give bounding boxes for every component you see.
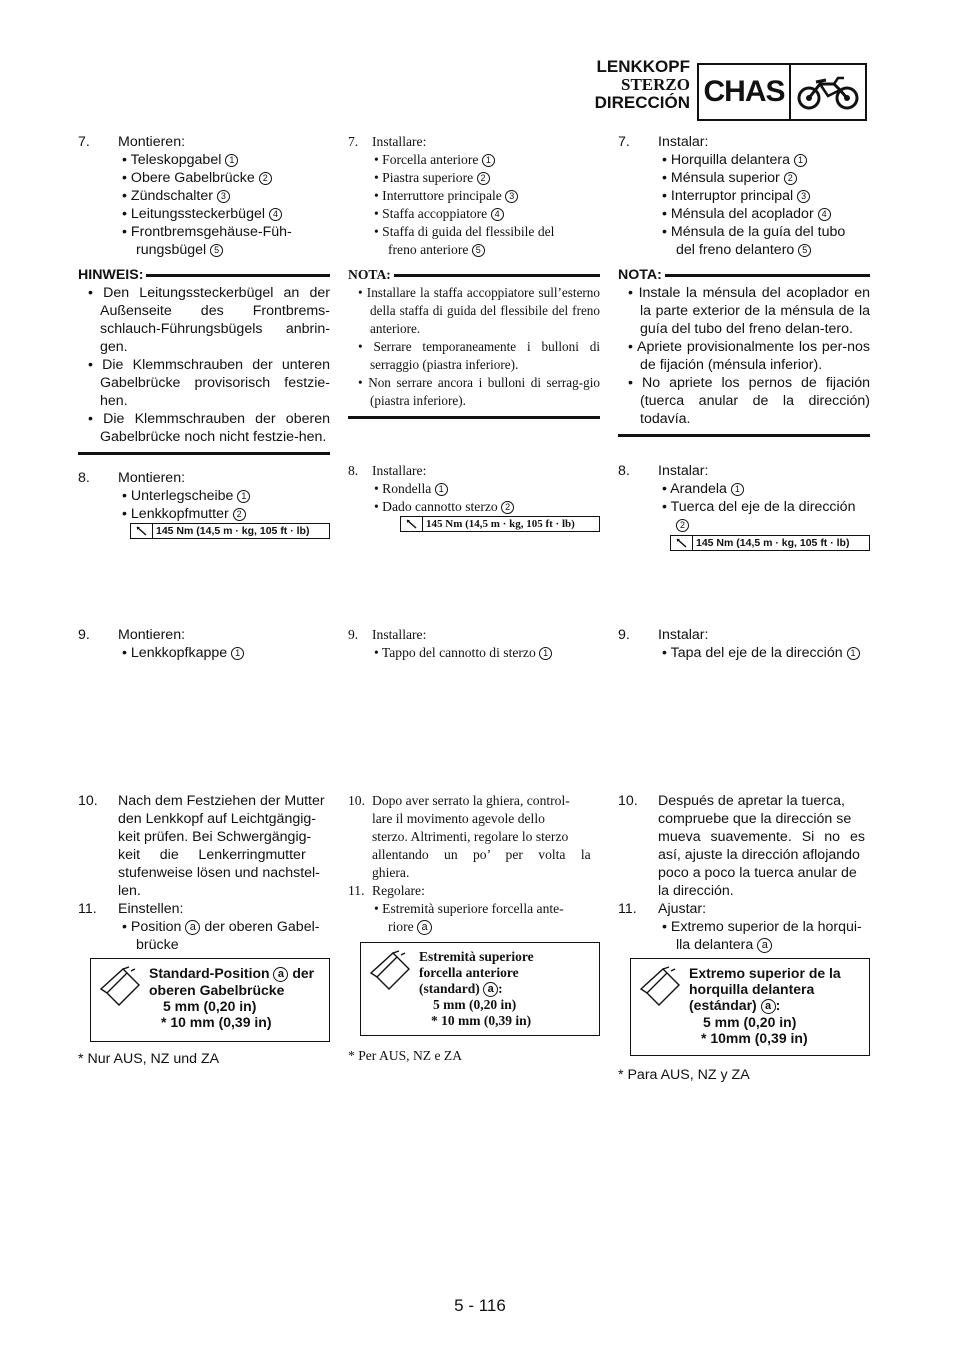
step-10: 10. Después de apretar la tuerca, compruebe que la dirección se mueva suavemente. Si no es así, ajuste la dirección aflojando poco a poco la tuerca anular de la dirección. 11. Ajustar: • Extremo superior de la horqui- lla delantera a — [618, 793, 865, 953]
torque-wrench-icon — [401, 517, 423, 531]
step-9: 9. Installare: • Tappo del cannotto di sterzo 1 — [348, 626, 600, 662]
spec-box: Extremo superior de la horquilla delantera (estándar) a : 5 mm (0,20 in) * 10mm (0,39 in) — [630, 958, 870, 1056]
torque-spec: 145 Nm (14,5 m · kg, 105 ft · lb) — [130, 523, 330, 539]
step-10: 10. Dopo aver serrato la ghiera, control- lare il movimento agevole dello sterzo. Altrimenti, regolare lo sterzo allentando un po’ per volta la ghiera. 11. Regolare: • Estremità superiore forcella ante- riore a — [348, 793, 591, 934]
note-block: HINWEIS: • Den Leitungssteckerbügel an der Außenseite des Frontbrems-schlauch-Führungsbügels anbrin-gen. • Die Klemmschrauben der unteren Gabelbrücke provisorisch festzie-hen. • Die Klemmschrauben der oberen Gabelbrücke noch nicht festzie-hen. — [78, 264, 330, 455]
torque-spec: 145 Nm (14,5 m · kg, 105 ft · lb) — [400, 516, 600, 532]
step-8: 8. Instalar: • Arandela 1 • Tuerca del eje de la dirección 2 — [618, 463, 856, 530]
spec-box: Estremità superiore forcella anteriore (standard) a : 5 mm (0,20 in) * 10 mm (0,39 in) — [360, 942, 600, 1036]
spec-measure-icon — [631, 959, 689, 1055]
motorcycle-icon — [791, 65, 865, 119]
footnote: * Per AUS, NZ e ZA — [348, 1048, 463, 1063]
step-8: 8. Installare: • Rondella 1 • Dado cannotto sterzo 2 — [348, 462, 600, 516]
note-block: NOTA: • Instale la ménsula del acoplador en la parte exterior de la ménsula de la guía del tubo del freno delan-tero. • Apriete provisionalmente los per-nos de fijación (ménsula inferior). • No apriete los pernos de fijación (tuerca anular de la dirección) todavía. — [618, 264, 870, 437]
page-number: 5 - 116 — [454, 1296, 506, 1315]
header-titles — [595, 58, 690, 112]
torque-spec: 145 Nm (14,5 m · kg, 105 ft · lb) — [670, 535, 870, 551]
spec-measure-icon — [91, 959, 149, 1041]
step-9: 9. Montieren: • Lenkkopfkappe 1 — [78, 626, 330, 662]
spec-measure-icon — [361, 943, 419, 1035]
section-badge — [697, 63, 867, 121]
step-10: 10. Nach dem Festziehen der Mutter den Lenkkopf auf Leichtgängig- keit prüfen. Bei Schwergängig- keit die Lenkerringmutter stufenweise lösen und nachstel- len. 11. Einstellen: • Position a der oberen Gabel- brücke — [78, 793, 325, 953]
section-code: CHAS — [699, 65, 791, 119]
step-7: 7. Montieren: • Teleskopgabel 1 • Obere Gabelbrücke 2 • Zündschalter 3 • Leitungssteckerbügel 4 • Frontbremsgehäuse-Füh- rungsbügel 5 — [78, 134, 292, 258]
title-spanish: DIRECCIÓN — [594, 92, 690, 112]
step-7: 7. Instalar: • Horquilla delantera 1 • Ménsula superior 2 • Interruptor principal 3 • Ménsula del acoplador 4 • Ménsula de la guía del tubo del freno delantero 5 — [618, 134, 846, 258]
step-7: 7. Installare: • Forcella anteriore 1 • Piastra superiore 2 • Interruttore principale 3 • Staffa accoppiatore 4 • Staffa di guida del flessibile del freno anteriore 5 — [348, 134, 555, 257]
note-block: NOTA: • Installare la staffa accoppiatore sull’esterno della staffa di guida del flessibile del freno anteriore. • Serrare temporaneamente i bulloni di serraggio (piastra inferiore). • Non serrare ancora i bulloni di serrag-gio (piastra inferiore). — [348, 264, 600, 419]
title-italian: STERZO — [621, 74, 690, 94]
torque-wrench-icon — [131, 524, 153, 538]
spec-box: Standard-Position a der oberen Gabelbrücke 5 mm (0,20 in) * 10 mm (0,39 in) — [90, 958, 330, 1042]
footnote: * Nur AUS, NZ und ZA — [78, 1051, 220, 1067]
title-german: LENKKOPF — [596, 57, 690, 76]
torque-wrench-icon — [671, 536, 693, 550]
step-8: 8. Montieren: • Unterlegscheibe 1 • Lenkkopfmutter 2 — [78, 469, 330, 523]
footnote: * Para AUS, NZ y ZA — [618, 1067, 750, 1083]
step-9: 9. Instalar: • Tapa del eje de la dirección 1 — [618, 626, 870, 662]
